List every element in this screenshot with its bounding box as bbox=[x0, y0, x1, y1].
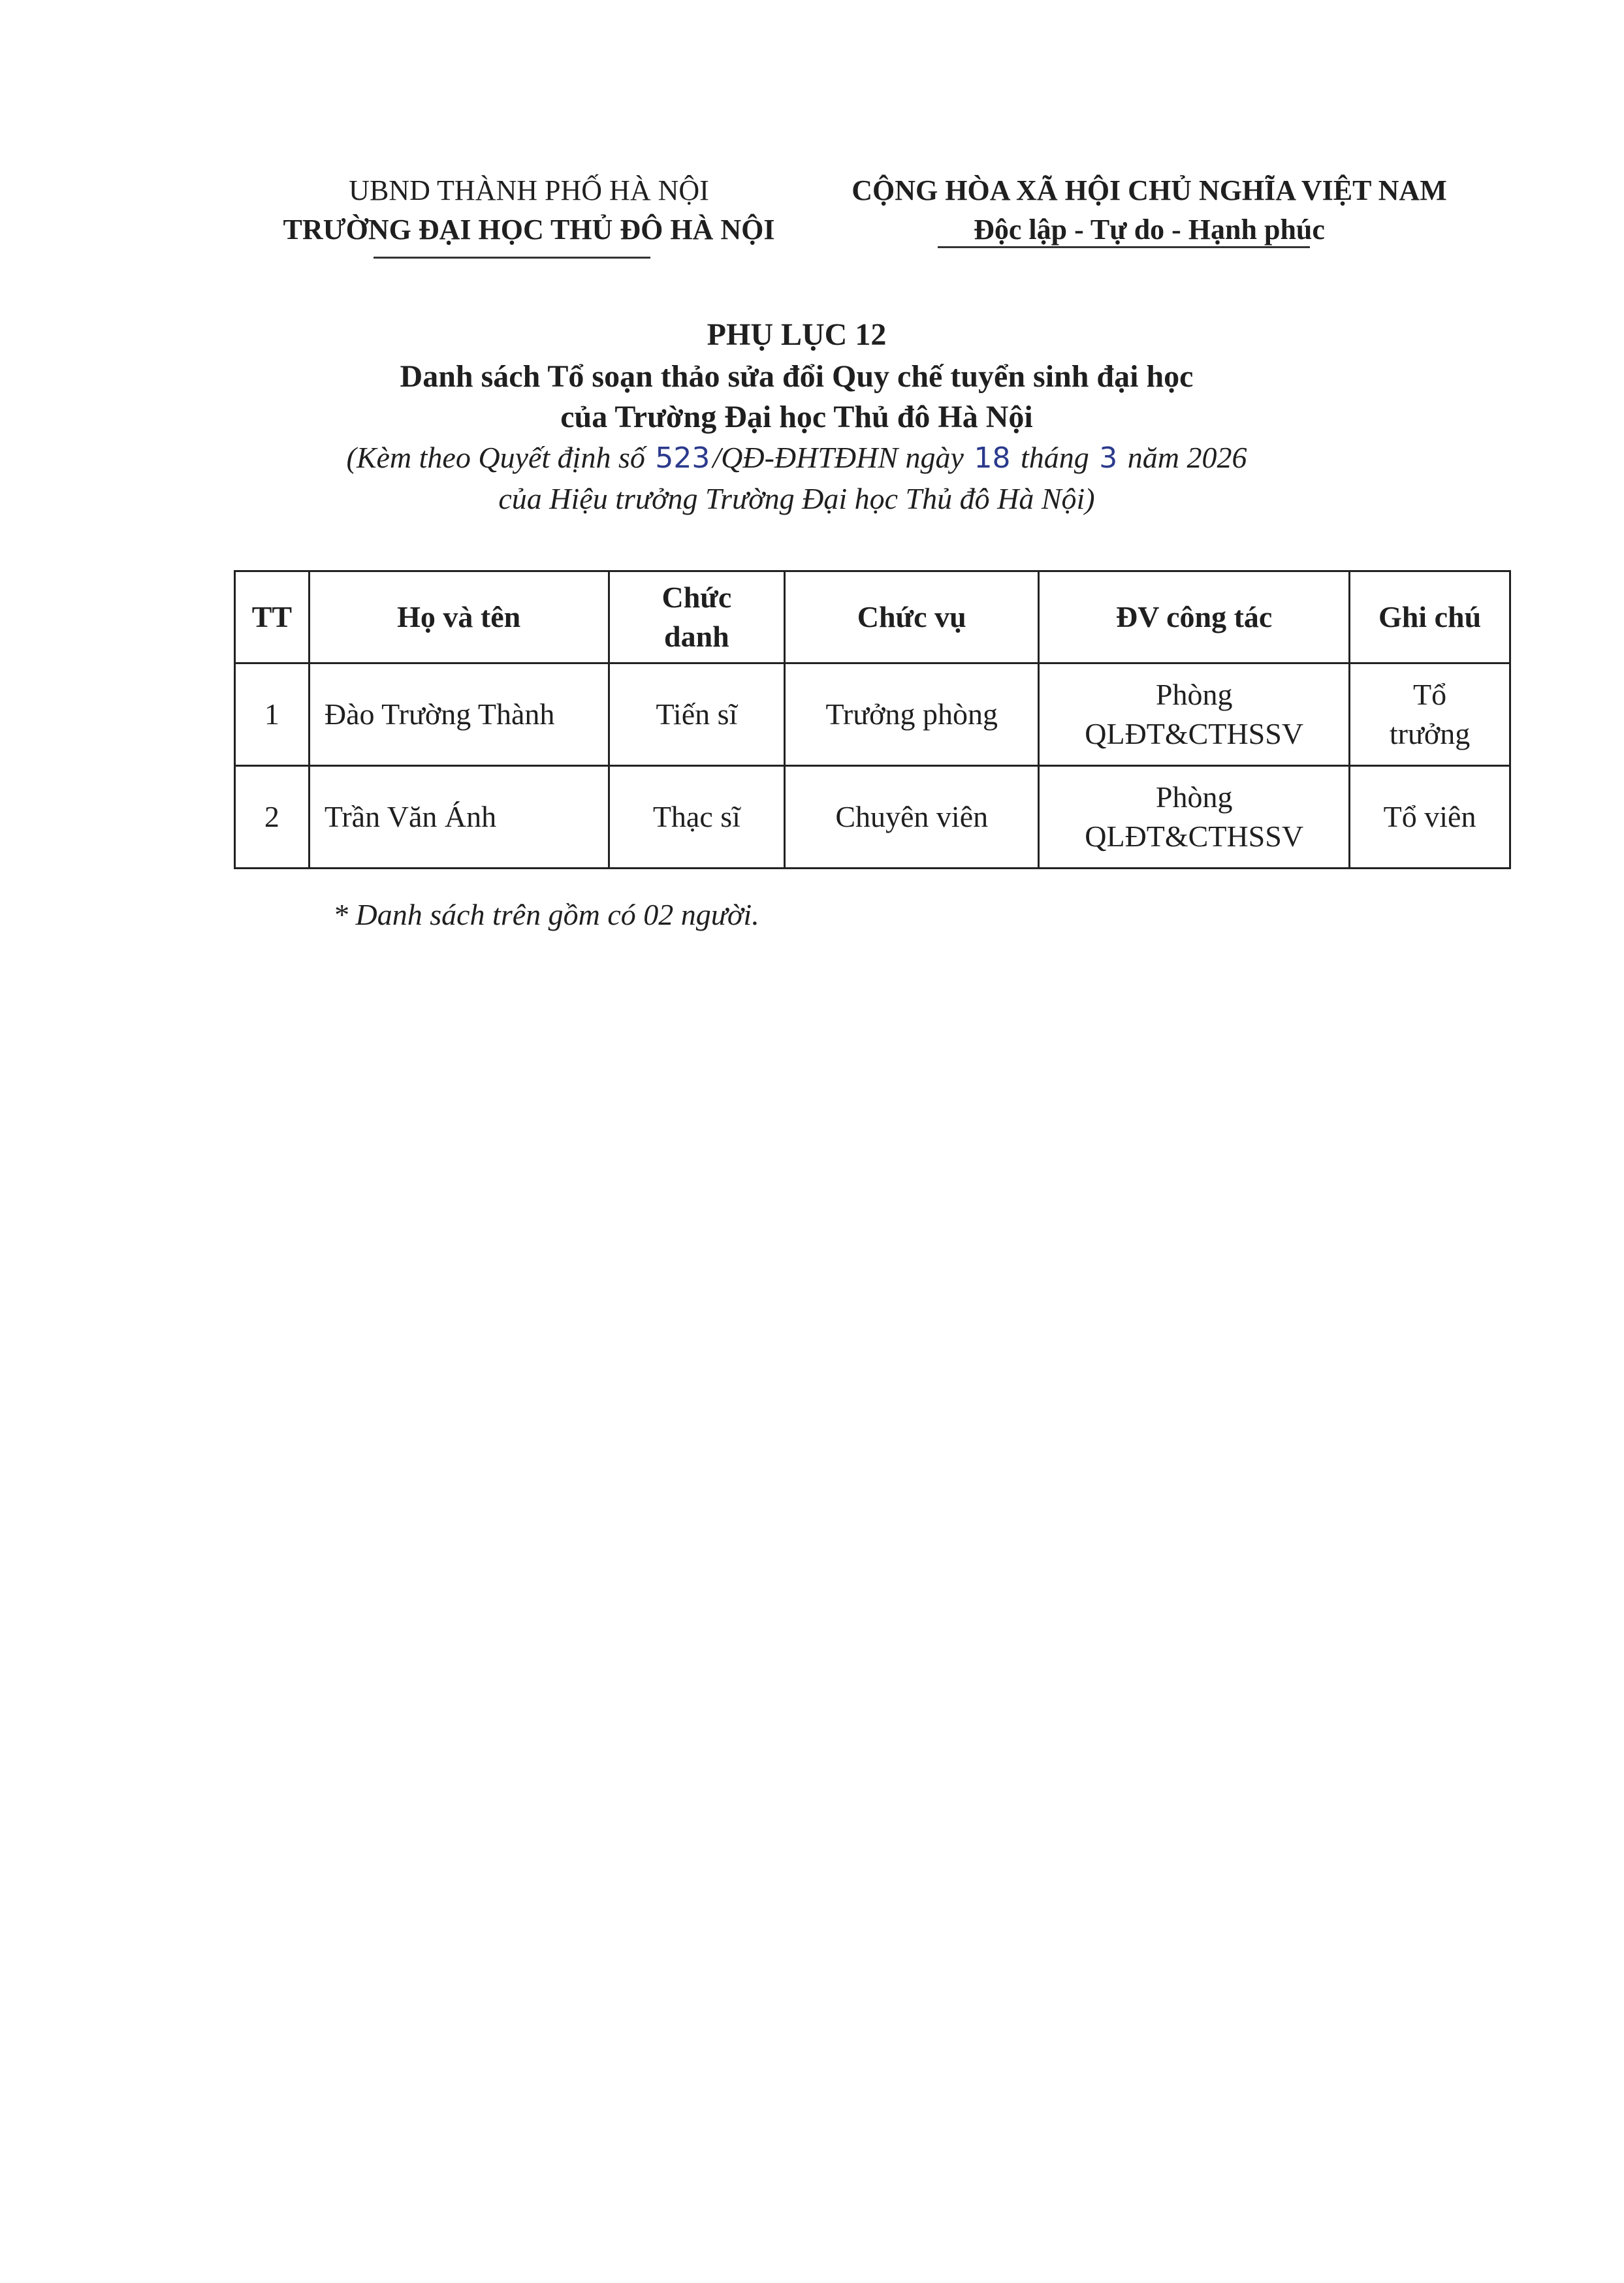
issuer-school: TRƯỜNG ĐẠI HỌC THỦ ĐÔ HÀ NỘI bbox=[283, 214, 775, 246]
table-row bbox=[235, 663, 1510, 766]
cell-position: Chuyên viên bbox=[785, 766, 1039, 869]
document-title-line2: của Trường Đại học Thủ đô Hà Nội bbox=[560, 400, 1033, 434]
issuer-header bbox=[248, 171, 810, 249]
cell-title: Thạc sĩ bbox=[609, 766, 785, 869]
header-note: Ghi chú bbox=[1350, 571, 1510, 663]
cell-unit: Phòng QLĐT&CTHSSV bbox=[1039, 663, 1350, 766]
cell-note: Tổ viên bbox=[1350, 766, 1510, 869]
reference-text-4: năm 2026 bbox=[1127, 441, 1247, 474]
reference-text-1: (Kèm theo Quyết định số bbox=[346, 441, 645, 474]
motto-underline bbox=[938, 246, 1310, 248]
handwritten-decision-number: 523 bbox=[655, 441, 710, 475]
table-row bbox=[235, 766, 1510, 869]
issuer-underline bbox=[374, 257, 650, 259]
header-unit: ĐV công tác bbox=[1039, 571, 1350, 663]
table-header-row bbox=[235, 571, 1510, 663]
cell-tt: 2 bbox=[235, 766, 310, 869]
cell-name: Trần Văn Ánh bbox=[309, 766, 609, 869]
cell-tt: 1 bbox=[235, 663, 310, 766]
header-title: Chức danh bbox=[609, 571, 785, 663]
handwritten-month: 3 bbox=[1099, 441, 1118, 475]
national-header bbox=[810, 171, 1489, 249]
header-tt: TT bbox=[235, 571, 310, 663]
document-title-line1: Danh sách Tổ soạn thảo sửa đổi Quy chế tuyển sinh đại học bbox=[400, 359, 1194, 394]
appendix-heading: PHỤ LỤC 12 bbox=[707, 317, 887, 352]
cell-position: Trưởng phòng bbox=[785, 663, 1039, 766]
decision-reference bbox=[248, 438, 1345, 479]
cell-unit: Phòng QLĐT&CTHSSV bbox=[1039, 766, 1350, 869]
issuer-authority: UBND THÀNH PHỐ HÀ NỘI bbox=[349, 174, 709, 206]
header-name: Họ và tên bbox=[309, 571, 609, 663]
reference-text-3: tháng bbox=[1020, 441, 1089, 474]
footnote: * Danh sách trên gồm có 02 người. bbox=[333, 898, 759, 931]
staff-table bbox=[234, 570, 1511, 869]
decision-reference-line2: của Hiệu trưởng Trường Đại học Thủ đô Hà Nội) bbox=[498, 482, 1095, 515]
header-position: Chức vụ bbox=[785, 571, 1039, 663]
national-motto: Độc lập - Tự do - Hạnh phúc bbox=[974, 214, 1325, 246]
national-title: CỘNG HÒA XÃ HỘI CHỦ NGHĨA VIỆT NAM bbox=[852, 174, 1447, 206]
reference-text-2: /QĐ-ĐHTĐHN ngày bbox=[712, 441, 964, 474]
cell-title: Tiến sĩ bbox=[609, 663, 785, 766]
cell-note: Tổ trưởng bbox=[1350, 663, 1510, 766]
cell-name: Đào Trường Thành bbox=[309, 663, 609, 766]
title-block bbox=[248, 313, 1345, 519]
handwritten-day: 18 bbox=[974, 441, 1011, 475]
